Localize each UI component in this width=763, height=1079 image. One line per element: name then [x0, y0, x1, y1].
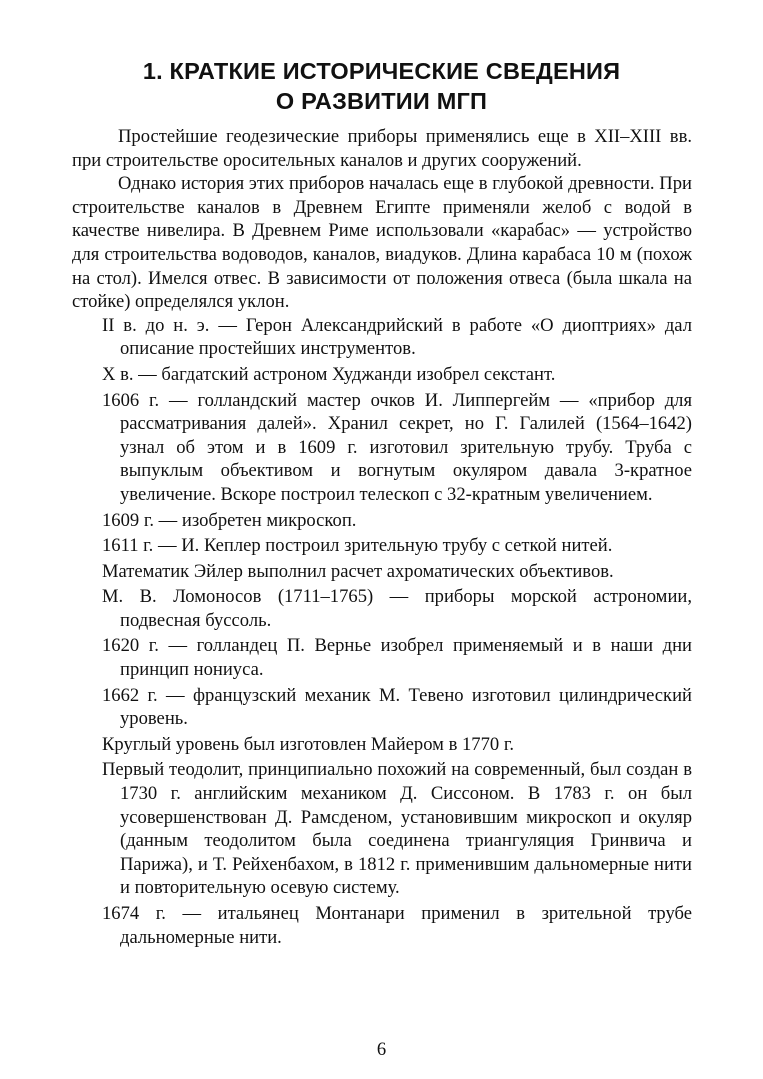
body-text	[72, 125, 692, 949]
chronology-entry: 1606 г. — голландский мастер очков И. Липпергейм — «прибор для рассматривания далей». Хранил секрет, но Г. Галилей (1564–1642) узнал об этом и в 1609 г. изготовил зрительную трубу. Труба с выпуклым объективом и вогнутым окуляром давала 3-кратное увеличение. Вскоре построил телескоп с 32-кратным увеличением.	[102, 389, 692, 505]
paragraph: Простейшие геодезические приборы применялись еще в XII–XIII вв. при строительстве оросительных каналов и других сооружений.	[72, 126, 692, 171]
chronology-entry: Математик Эйлер выполнил расчет ахроматических объективов.	[102, 560, 614, 582]
page-number: 6	[376, 1039, 387, 1060]
chronology-entry: 1609 г. — изобретен микроскоп.	[102, 509, 357, 531]
section-title-line-2: О РАЗВИТИИ МГП	[275, 88, 488, 114]
chronology-entry: Первый теодолит, принципиально похожий на современный, был создан в 1730 г. английским механиком Д. Сиссоном. В 1783 г. он был усовершенствован Д. Рамсденом, установившим микроскоп и окуляр (данным теодолитом была соединена триангуляция Гринвича и Парижа), и Т. Рейхенбахом, в 1812 г. применившим дальномерные нити и повторительную осевую систему.	[102, 759, 692, 899]
section-title-line-1: 1. КРАТКИЕ ИСТОРИЧЕСКИЕ СВЕДЕНИЯ	[142, 58, 621, 84]
chronology-entry: 1611 г. — И. Кеплер построил зрительную трубу с сеткой нитей.	[102, 535, 613, 557]
chronology-entry: II в. до н. э. — Герон Александрийский в работе «О диоптриях» дал описание простейших инструментов.	[102, 314, 692, 360]
chronology-entry: X в. — багдатский астроном Худжанди изобрел секстант.	[102, 363, 556, 385]
chronology-entry: 1674 г. — итальянец Монтанари применил в зрительной трубе дальномерные нити.	[102, 903, 692, 948]
chronology-entry: М. В. Ломоносов (1711–1765) — приборы морской астрономии, подвесная буссоль.	[102, 586, 692, 631]
section-title	[70, 56, 693, 116]
chronology-entry: Круглый уровень был изготовлен Майером в 1770 г.	[102, 733, 515, 755]
chronology-entry: 1620 г. — голландец П. Вернье изобрел применяемый и в наши дни принцип нониуса.	[102, 635, 692, 681]
chronology-entry: 1662 г. — французский механик М. Тевено изготовил цилиндрический уровень.	[102, 684, 692, 730]
paragraph: Однако история этих приборов началась еще в глубокой древности. При строительстве каналов в Древнем Египте применяли желоб с водой в качестве нивелира. В Древнем Риме использовали «карабас» — устройство для строительства водоводов, каналов, виадуков. Длина карабаса 10 м (похож на стол). Имелся отвес. В зависимости от положения отвеса (была шкала на стойке) определялся уклон.	[72, 173, 692, 313]
